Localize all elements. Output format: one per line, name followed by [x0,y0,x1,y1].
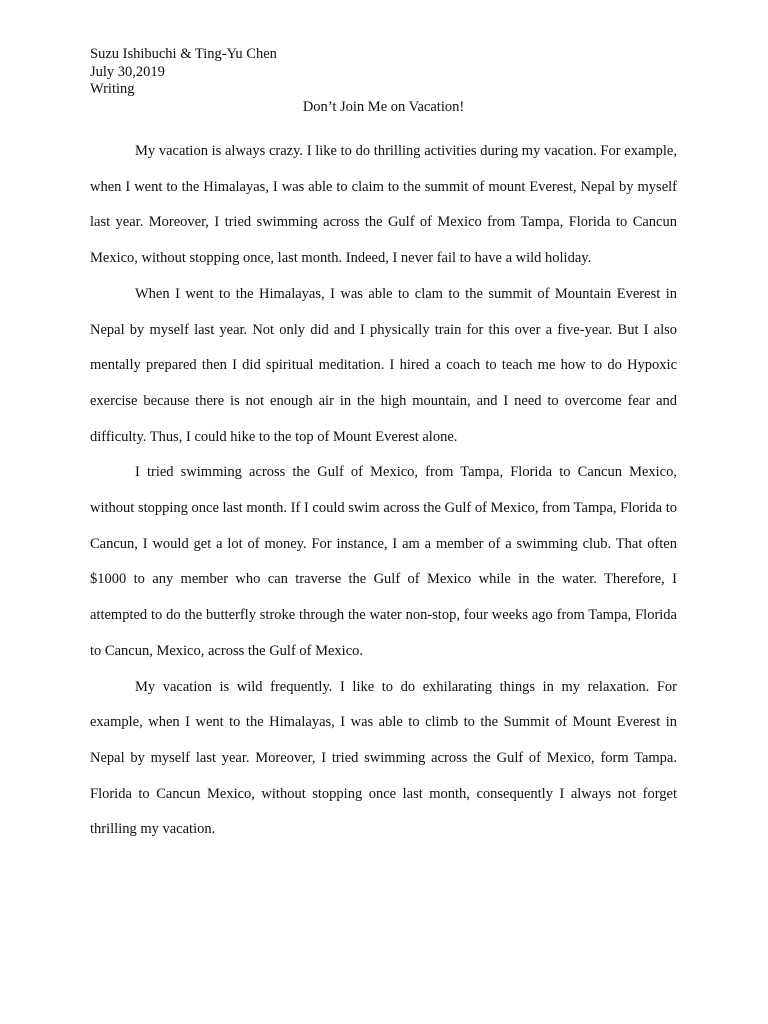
paragraph: My vacation is always crazy. I like to do thrilling activities during my vacation. For example, when I went to the Himalayas, I was able to claim to the summit of mount Everest, Nepal by myself last year. Moreover, I tried swimming across the Gulf of Mexico from Tampa, Florida to Cancun Mexico, without stopping once, last month. Indeed, I never fail to have a wild holiday. [90,143,677,267]
essay-body [90,134,677,848]
course-name: Writing [90,81,135,97]
paragraph: I tried swimming across the Gulf of Mexico, from Tampa, Florida to Cancun Mexico, without stopping once last month. If I could swim across the Gulf of Mexico, from Tampa, Florida to Cancun, I would get a lot of money. For instance, I am a member of a swimming club. That often $1000 to any member who can traverse the Gulf of Mexico while in the water. Therefore, I attempted to do the butterfly stroke through the water non-stop, four weeks ago from Tampa, Florida to Cancun, Mexico, across the Gulf of Mexico. [90,464,677,659]
author-names: Suzu Ishibuchi & Ting-Yu Chen [90,46,277,62]
paragraph: When I went to the Himalayas, I was able to clam to the summit of Mountain Everest in Nepal by myself last year. Not only did and I physically train for this over a five-year. But I also mentally prepared then I did spiritual meditation. I hired a coach to teach me how to do Hypoxic exercise because there is not enough air in the high mountain, and I need to overcome fear and difficulty. Thus, I could hike to the top of Mount Everest alone. [90,285,677,445]
paragraph: My vacation is wild frequently. I like to do exhilarating things in my relaxation. For example, when I went to the Himalayas, I was able to climb to the Summit of Mount Everest in Nepal by myself last year. Moreover, I tried swimming across the Gulf of Mexico, form Tampa. Florida to Cancun Mexico, without stopping once last month, consequently I always not forget thrilling my vacation. [90,678,677,838]
document-page [90,46,677,848]
essay-title: Don’t Join Me on Vacation! [302,98,465,115]
document-date: July 30,2019 [90,63,165,80]
